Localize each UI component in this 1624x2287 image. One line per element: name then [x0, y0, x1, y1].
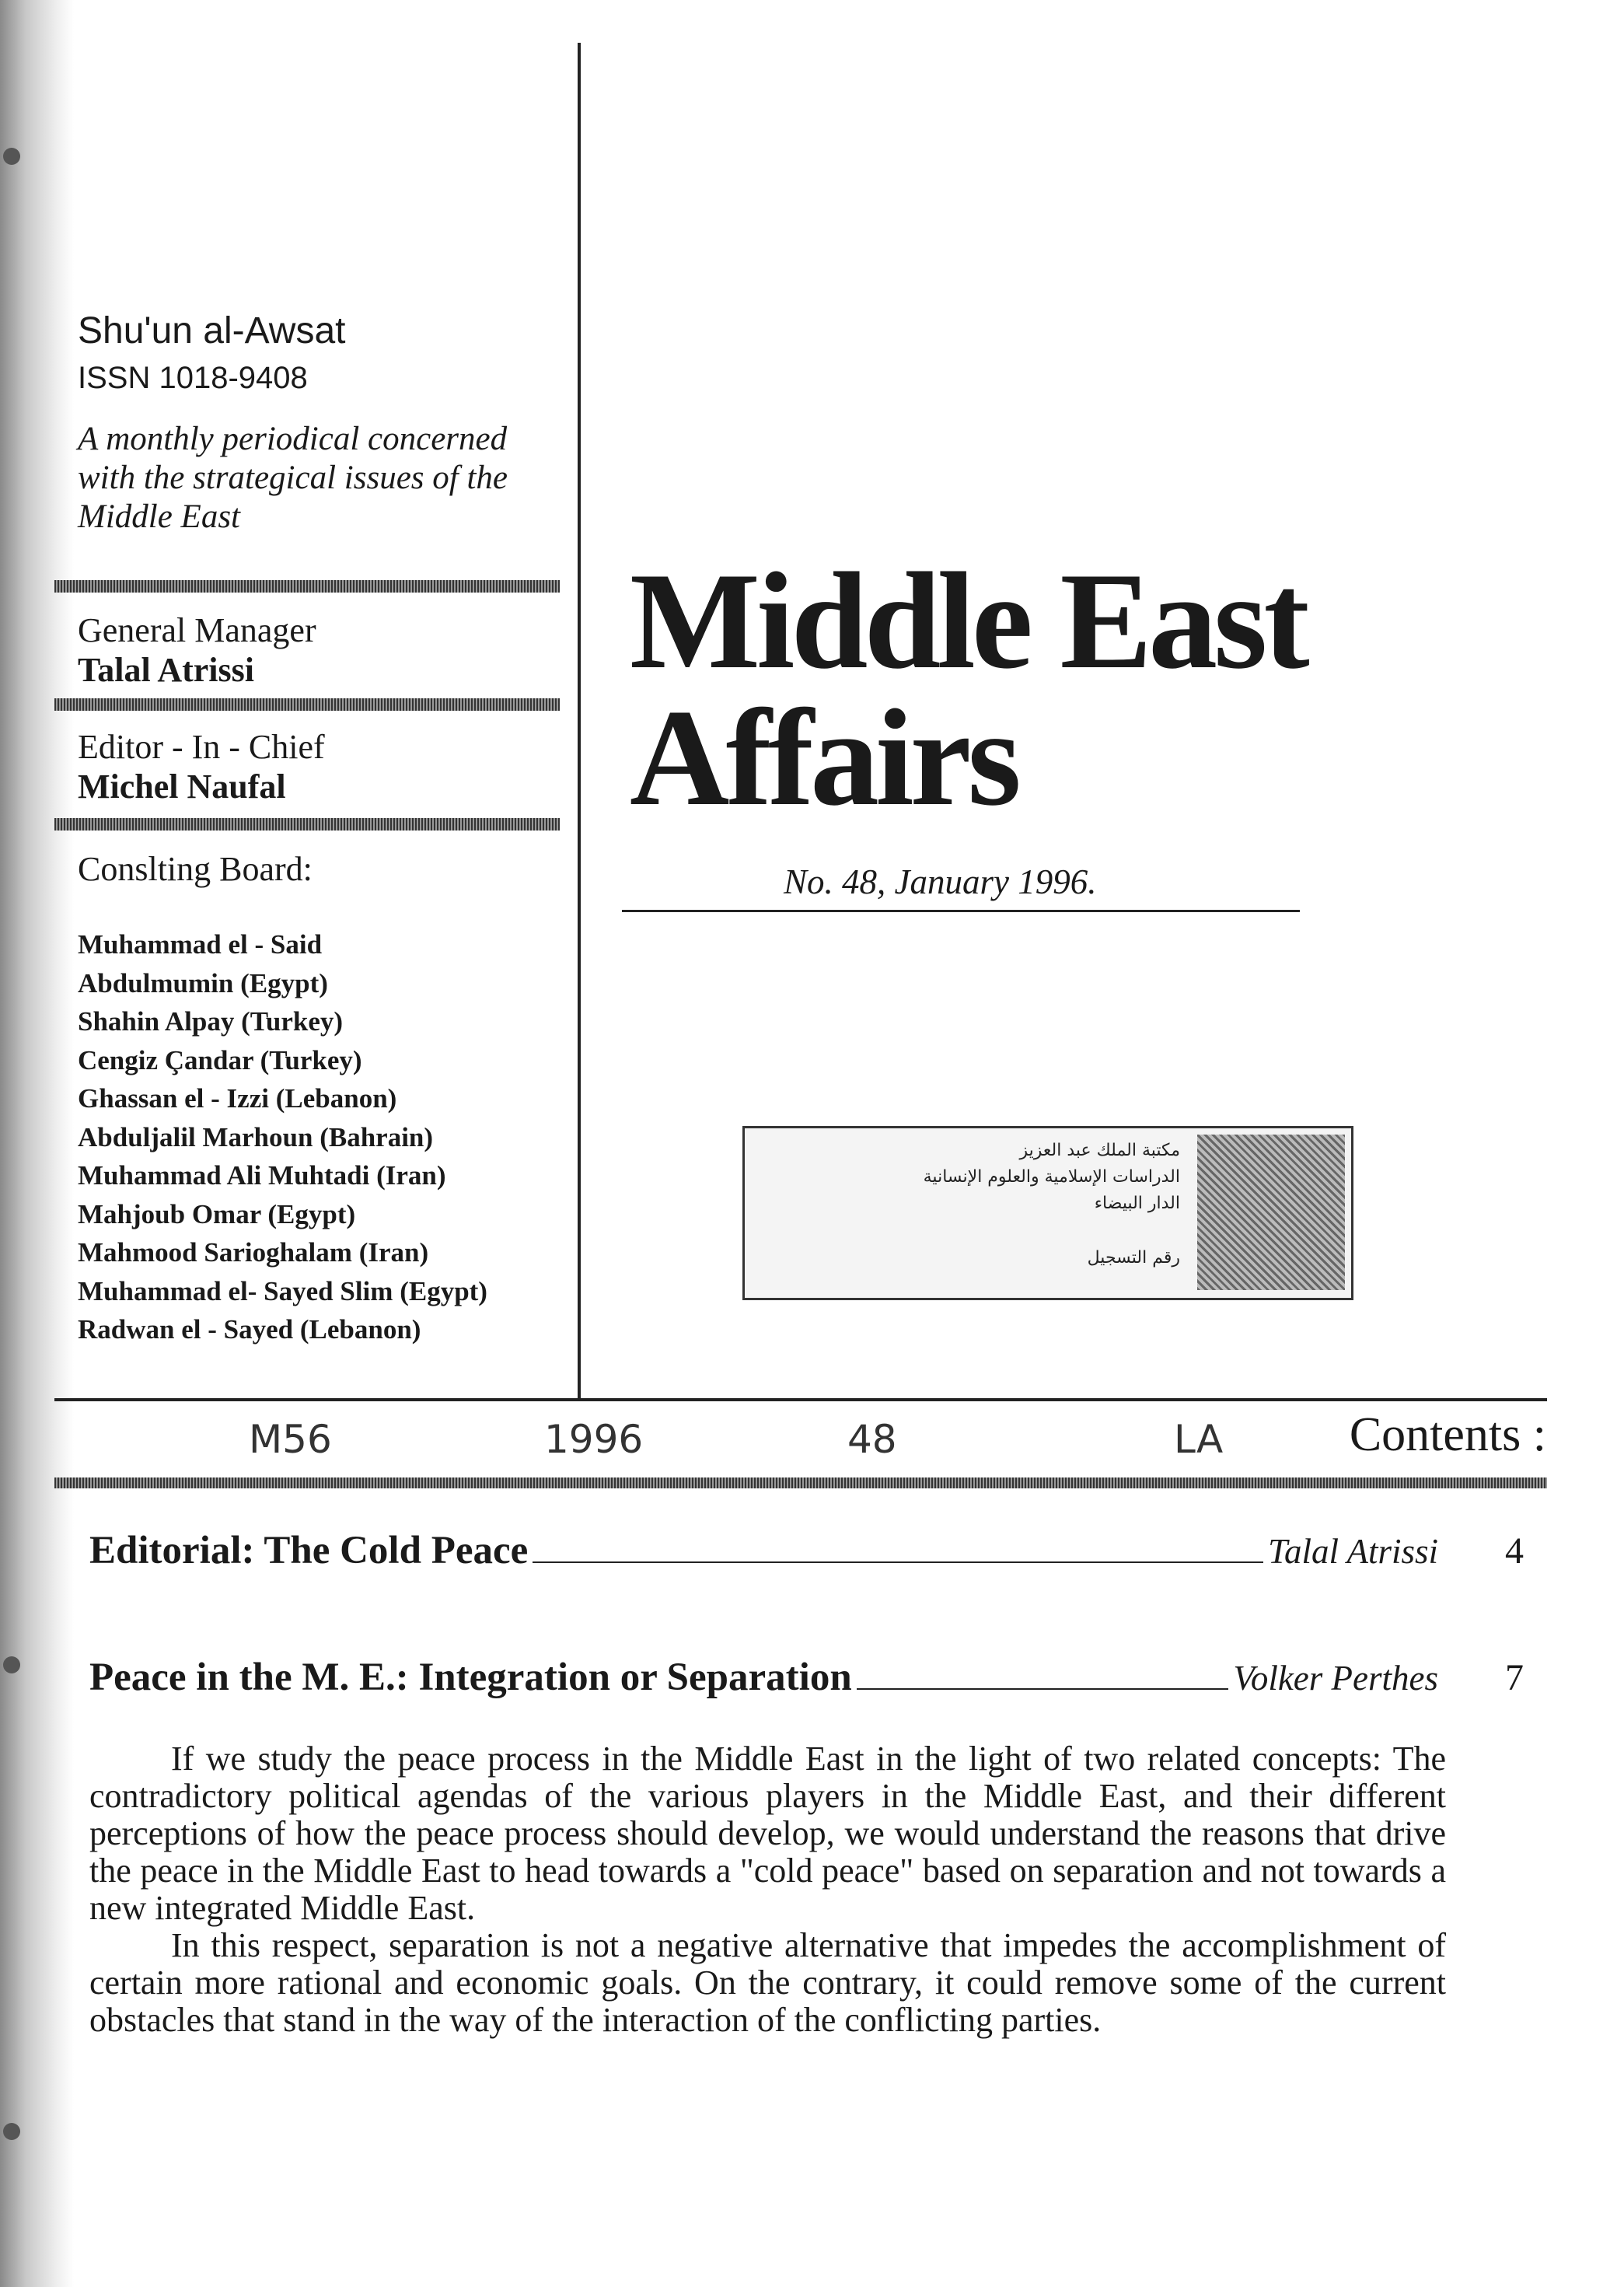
binding-hole	[3, 148, 20, 165]
journal-title	[630, 544, 1306, 834]
editor-in-chief-name: Michel Naufal	[78, 768, 286, 806]
board-member: Ghassan el - Izzi (Lebanon)	[78, 1083, 397, 1114]
publication-description: A monthly periodical concerned with the strategical issues of the Middle East	[78, 421, 508, 535]
toc-title: Peace in the M. E.: Integration or Separation	[89, 1656, 852, 1699]
editor-in-chief-label: Editor - In - Chief	[78, 728, 325, 766]
board-member: Abduljalil Marhoun (Bahrain)	[78, 1121, 434, 1152]
board-member: Muhammad el- Sayed Slim (Egypt)	[78, 1275, 487, 1306]
consulting-board-label: Conslting Board:	[78, 850, 313, 888]
publication-name: Shu'un al-Awsat	[78, 310, 346, 351]
hatched-rule	[54, 580, 560, 593]
binding-hole	[3, 1656, 20, 1673]
board-member: Muhammad Ali Muhtadi (Iran)	[78, 1160, 446, 1191]
hatched-rule	[54, 818, 560, 831]
toc-page: 7	[1505, 1657, 1524, 1698]
toc-page: 4	[1505, 1530, 1524, 1572]
toc-leader	[533, 1561, 1263, 1563]
hatched-rule	[54, 1477, 1547, 1488]
board-member: Shahin Alpay (Turkey)	[78, 1006, 344, 1037]
board-member: Abdulmumin (Egypt)	[78, 967, 328, 998]
handwritten-note: M56	[249, 1417, 332, 1462]
stamp-photo	[1197, 1135, 1345, 1290]
abstract-paragraph: If we study the peace process in the Middle East in the light of two related concepts: The contradictory political agendas of the various players in the Middle East, and their different perceptions of how the peace process should develop, we would understand the reasons that drive the peace in the Middle East to head towards a "cold peace" based on separation and not towards a new integrated Middle East.	[89, 1740, 1446, 1927]
toc-leader	[857, 1688, 1229, 1690]
handwritten-note: LA	[1174, 1417, 1224, 1462]
toc-author: Talal Atrissi	[1268, 1532, 1438, 1571]
general-manager-name: Talal Atrissi	[78, 651, 254, 689]
board-member: Mahmood Sarioghalam (Iran)	[78, 1237, 429, 1268]
toc-entry[interactable]	[89, 1528, 1524, 1573]
hatched-rule	[54, 698, 560, 711]
toc-author: Volker Perthes	[1233, 1659, 1438, 1698]
article-abstract	[89, 1740, 1446, 2039]
contents-rule	[54, 1398, 1547, 1401]
general-manager-label: General Manager	[78, 611, 316, 649]
board-member: Muhammad el - Said	[78, 929, 323, 960]
board-member: Radwan el - Sayed (Lebanon)	[78, 1314, 421, 1345]
handwritten-note: 1996	[544, 1417, 644, 1462]
board-member: Cengiz Çandar (Turkey)	[78, 1044, 362, 1075]
handwritten-note: 48	[847, 1417, 897, 1462]
abstract-paragraph: In this respect, separation is not a negative alternative that impedes the accomplishment of certain more rational and economic goals. On the contrary, it could remove some of the current obstacles that stand in the way of the interaction of the conflicting parties.	[89, 1926, 1446, 2039]
board-member: Mahjoub Omar (Egypt)	[78, 1198, 356, 1229]
binding-shadow	[0, 0, 74, 2287]
library-stamp	[742, 1126, 1353, 1300]
toc-title: Editorial: The Cold Peace	[89, 1529, 529, 1572]
binding-hole	[3, 2123, 20, 2140]
toc-entry[interactable]	[89, 1655, 1524, 1700]
contents-heading: Contents :	[1349, 1408, 1546, 1461]
stamp-text: مكتبة الملك عبد العزيز الدراسات الإسلامية والعلوم الإنسانية الدار البيضاء رقم التسجيل	[923, 1141, 1180, 1268]
issue-rule	[622, 910, 1300, 912]
journal-title-line2: Affairs	[630, 680, 1018, 834]
issn: ISSN 1018-9408	[78, 361, 308, 395]
consulting-board-list	[78, 925, 575, 1349]
column-divider	[578, 43, 581, 1400]
issue-number: No. 48, January 1996.	[784, 862, 1097, 901]
journal-title-line1: Middle East	[630, 544, 1306, 698]
